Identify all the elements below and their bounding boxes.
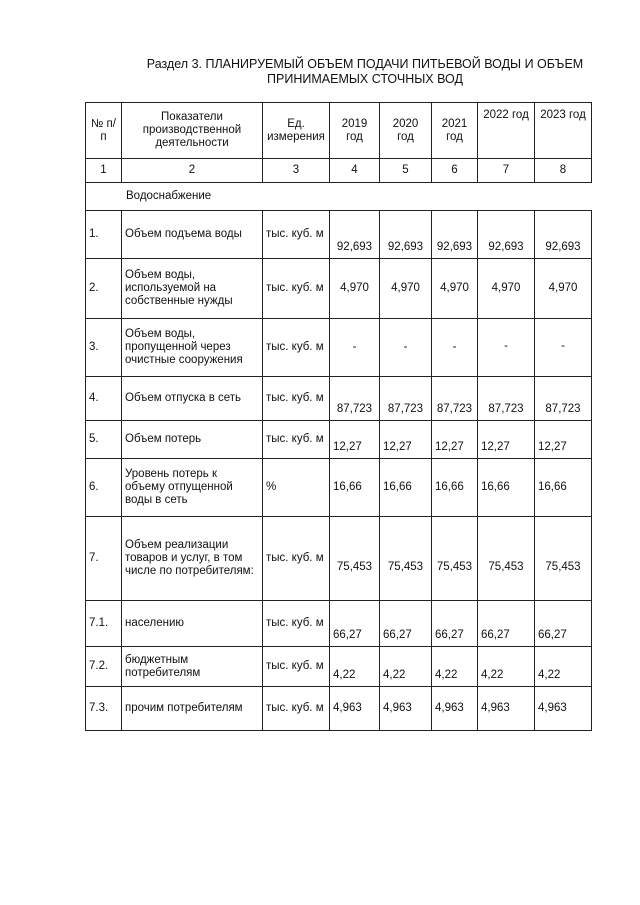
value-2023: 12,27 xyxy=(535,421,592,459)
title-line-1: Раздел 3. ПЛАНИРУЕМЫЙ ОБЪЕМ ПОДАЧИ ПИТЬЕВОЙ ВОДЫ И ОБЪЕМ xyxy=(146,57,584,71)
value-2023: 4,970 xyxy=(535,259,592,319)
table-row xyxy=(86,319,592,377)
value-2019: 87,723 xyxy=(330,377,380,421)
row-indicator: прочим потребителям xyxy=(122,687,263,731)
value-2020: 12,27 xyxy=(380,421,432,459)
value-2022: 92,693 xyxy=(478,211,535,259)
value-2022: 66,27 xyxy=(478,601,535,647)
index-cell: 3 xyxy=(263,159,330,183)
header-unit: Ед. измерения xyxy=(263,103,330,159)
row-indicator: населению xyxy=(122,601,263,647)
value-2019: 16,66 xyxy=(330,459,380,517)
document-title xyxy=(130,57,600,87)
header-row xyxy=(86,103,592,159)
value-2023: 66,27 xyxy=(535,601,592,647)
row-unit: тыс. куб. м xyxy=(263,647,330,687)
value-2022: 4,963 xyxy=(478,687,535,731)
value-2019: 4,970 xyxy=(330,259,380,319)
value-2023: 4,22 xyxy=(535,647,592,687)
row-number: 7.2. xyxy=(86,647,122,687)
value-2020: 16,66 xyxy=(380,459,432,517)
value-2023: - xyxy=(535,319,592,377)
row-unit: тыс. куб. м xyxy=(263,259,330,319)
row-number: 5. xyxy=(86,421,122,459)
value-2020: 4,22 xyxy=(380,647,432,687)
value-2022: 16,66 xyxy=(478,459,535,517)
header-2019: 2019 год xyxy=(330,103,380,159)
row-indicator: бюджетным потребителям xyxy=(122,647,263,687)
row-number: 6. xyxy=(86,459,122,517)
value-2021: - xyxy=(432,319,478,377)
row-unit: тыс. куб. м xyxy=(263,377,330,421)
table-row xyxy=(86,687,592,731)
index-cell: 6 xyxy=(432,159,478,183)
row-indicator: Объем отпуска в сеть xyxy=(122,377,263,421)
header-2023: 2023 год xyxy=(535,103,592,159)
value-2022: 87,723 xyxy=(478,377,535,421)
table-row xyxy=(86,601,592,647)
table-row xyxy=(86,377,592,421)
value-2022: - xyxy=(478,319,535,377)
value-2021: 4,22 xyxy=(432,647,478,687)
index-cell: 4 xyxy=(330,159,380,183)
index-cell: 7 xyxy=(478,159,535,183)
index-cell: 2 xyxy=(122,159,263,183)
header-2022: 2022 год xyxy=(478,103,535,159)
column-index-row xyxy=(86,159,592,183)
row-unit: тыс. куб. м xyxy=(263,319,330,377)
value-2021: 12,27 xyxy=(432,421,478,459)
value-2021: 75,453 xyxy=(432,517,478,601)
row-number: 2. xyxy=(86,259,122,319)
row-indicator: Объем реализации товаров и услуг, в том числе по потребителям: xyxy=(122,517,263,601)
value-2023: 16,66 xyxy=(535,459,592,517)
row-unit: тыс. куб. м xyxy=(263,517,330,601)
value-2020: 75,453 xyxy=(380,517,432,601)
row-number: 1. xyxy=(86,211,122,259)
row-indicator: Объем подъема воды xyxy=(122,211,263,259)
row-unit: тыс. куб. м xyxy=(263,601,330,647)
table-row xyxy=(86,211,592,259)
header-indicator: Показатели производственной деятельности xyxy=(122,103,263,159)
value-2023: 87,723 xyxy=(535,377,592,421)
value-2023: 92,693 xyxy=(535,211,592,259)
value-2021: 87,723 xyxy=(432,377,478,421)
section-row xyxy=(86,183,592,211)
row-unit: % xyxy=(263,459,330,517)
value-2021: 92,693 xyxy=(432,211,478,259)
row-number: 4. xyxy=(86,377,122,421)
value-2019: 66,27 xyxy=(330,601,380,647)
table-row xyxy=(86,421,592,459)
value-2021: 4,963 xyxy=(432,687,478,731)
water-supply-table xyxy=(85,102,592,731)
value-2020: - xyxy=(380,319,432,377)
index-cell: 8 xyxy=(535,159,592,183)
value-2022: 4,970 xyxy=(478,259,535,319)
value-2021: 16,66 xyxy=(432,459,478,517)
value-2023: 4,963 xyxy=(535,687,592,731)
header-2020: 2020 год xyxy=(380,103,432,159)
value-2019: 75,453 xyxy=(330,517,380,601)
value-2022: 75,453 xyxy=(478,517,535,601)
value-2022: 12,27 xyxy=(478,421,535,459)
table-row xyxy=(86,259,592,319)
row-number: 3. xyxy=(86,319,122,377)
title-line-2: ПРИНИМАЕМЫХ СТОЧНЫХ ВОД xyxy=(267,72,463,86)
value-2020: 87,723 xyxy=(380,377,432,421)
value-2020: 4,963 xyxy=(380,687,432,731)
header-num: № п/п xyxy=(86,103,122,159)
value-2021: 66,27 xyxy=(432,601,478,647)
value-2020: 92,693 xyxy=(380,211,432,259)
row-unit: тыс. куб. м xyxy=(263,421,330,459)
table-row xyxy=(86,647,592,687)
header-2021: 2021 год xyxy=(432,103,478,159)
value-2019: 4,22 xyxy=(330,647,380,687)
value-2020: 66,27 xyxy=(380,601,432,647)
row-indicator: Объем воды, используемой на собственные нужды xyxy=(122,259,263,319)
value-2023: 75,453 xyxy=(535,517,592,601)
value-2021: 4,970 xyxy=(432,259,478,319)
row-unit: тыс. куб. м xyxy=(263,211,330,259)
section-title: Водоснабжение xyxy=(86,183,592,211)
row-number: 7. xyxy=(86,517,122,601)
row-number: 7.1. xyxy=(86,601,122,647)
index-cell: 5 xyxy=(380,159,432,183)
row-indicator: Уровень потерь к объему отпущенной воды в сеть xyxy=(122,459,263,517)
value-2019: 12,27 xyxy=(330,421,380,459)
row-unit: тыс. куб. м xyxy=(263,687,330,731)
value-2020: 4,970 xyxy=(380,259,432,319)
value-2019: - xyxy=(330,319,380,377)
row-indicator: Объем потерь xyxy=(122,421,263,459)
table-row xyxy=(86,459,592,517)
value-2019: 92,693 xyxy=(330,211,380,259)
value-2022: 4,22 xyxy=(478,647,535,687)
row-indicator: Объем воды, пропущенной через очистные сооружения xyxy=(122,319,263,377)
table-row xyxy=(86,517,592,601)
index-cell: 1 xyxy=(86,159,122,183)
row-number: 7.3. xyxy=(86,687,122,731)
value-2019: 4,963 xyxy=(330,687,380,731)
